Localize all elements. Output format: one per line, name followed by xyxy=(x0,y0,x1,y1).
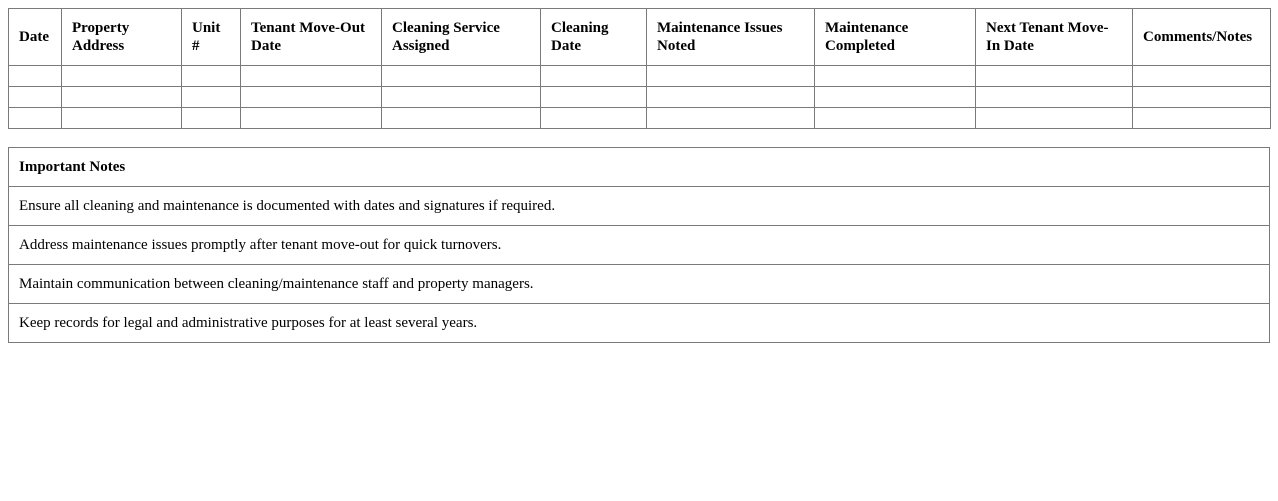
table-cell xyxy=(241,66,382,87)
table-cell xyxy=(647,87,815,108)
table-cell xyxy=(62,108,182,129)
column-header-property-address: Property Address xyxy=(62,9,182,66)
notes-heading-row xyxy=(9,148,1270,187)
turnover-tracker-table xyxy=(8,8,1271,129)
table-cell xyxy=(1133,87,1271,108)
note-item: Ensure all cleaning and maintenance is documented with dates and signatures if required. xyxy=(9,187,1270,226)
table-cell xyxy=(541,87,647,108)
column-header-date: Date xyxy=(9,9,62,66)
notes-heading: Important Notes xyxy=(9,148,1270,187)
table-cell xyxy=(382,66,541,87)
column-header-tenant-move-out-date: Tenant Move-Out Date xyxy=(241,9,382,66)
note-row xyxy=(9,304,1270,343)
note-row xyxy=(9,187,1270,226)
note-item: Keep records for legal and administrative purposes for at least several years. xyxy=(9,304,1270,343)
note-item: Maintain communication between cleaning/maintenance staff and property managers. xyxy=(9,265,1270,304)
column-header-cleaning-date: Cleaning Date xyxy=(541,9,647,66)
important-notes-table xyxy=(8,147,1270,343)
table-cell xyxy=(976,66,1133,87)
table-cell xyxy=(541,108,647,129)
table-cell xyxy=(1133,66,1271,87)
table-row xyxy=(9,108,1271,129)
table-cell xyxy=(976,108,1133,129)
table-cell xyxy=(241,87,382,108)
column-header-comments-notes: Comments/Notes xyxy=(1133,9,1271,66)
table-cell xyxy=(62,66,182,87)
table-cell xyxy=(647,108,815,129)
table-cell xyxy=(182,108,241,129)
table-cell xyxy=(382,87,541,108)
table-cell xyxy=(815,87,976,108)
table-cell xyxy=(647,66,815,87)
column-header-maintenance-issues-noted: Maintenance Issues Noted xyxy=(647,9,815,66)
table-row xyxy=(9,87,1271,108)
column-header-maintenance-completed: Maintenance Completed xyxy=(815,9,976,66)
table-cell xyxy=(382,108,541,129)
note-row xyxy=(9,226,1270,265)
table-cell xyxy=(241,108,382,129)
table-cell xyxy=(1133,108,1271,129)
table-header-row xyxy=(9,9,1271,66)
table-cell xyxy=(976,87,1133,108)
table-cell xyxy=(62,87,182,108)
table-cell xyxy=(541,66,647,87)
table-cell xyxy=(9,66,62,87)
column-header-unit: Unit # xyxy=(182,9,241,66)
note-row xyxy=(9,265,1270,304)
table-cell xyxy=(9,108,62,129)
table-cell xyxy=(9,87,62,108)
column-header-next-tenant-move-in-date: Next Tenant Move-In Date xyxy=(976,9,1133,66)
table-cell xyxy=(815,108,976,129)
table-cell xyxy=(182,66,241,87)
table-cell xyxy=(182,87,241,108)
note-item: Address maintenance issues promptly after tenant move-out for quick turnovers. xyxy=(9,226,1270,265)
column-header-cleaning-service-assigned: Cleaning Service Assigned xyxy=(382,9,541,66)
table-cell xyxy=(815,66,976,87)
table-row xyxy=(9,66,1271,87)
